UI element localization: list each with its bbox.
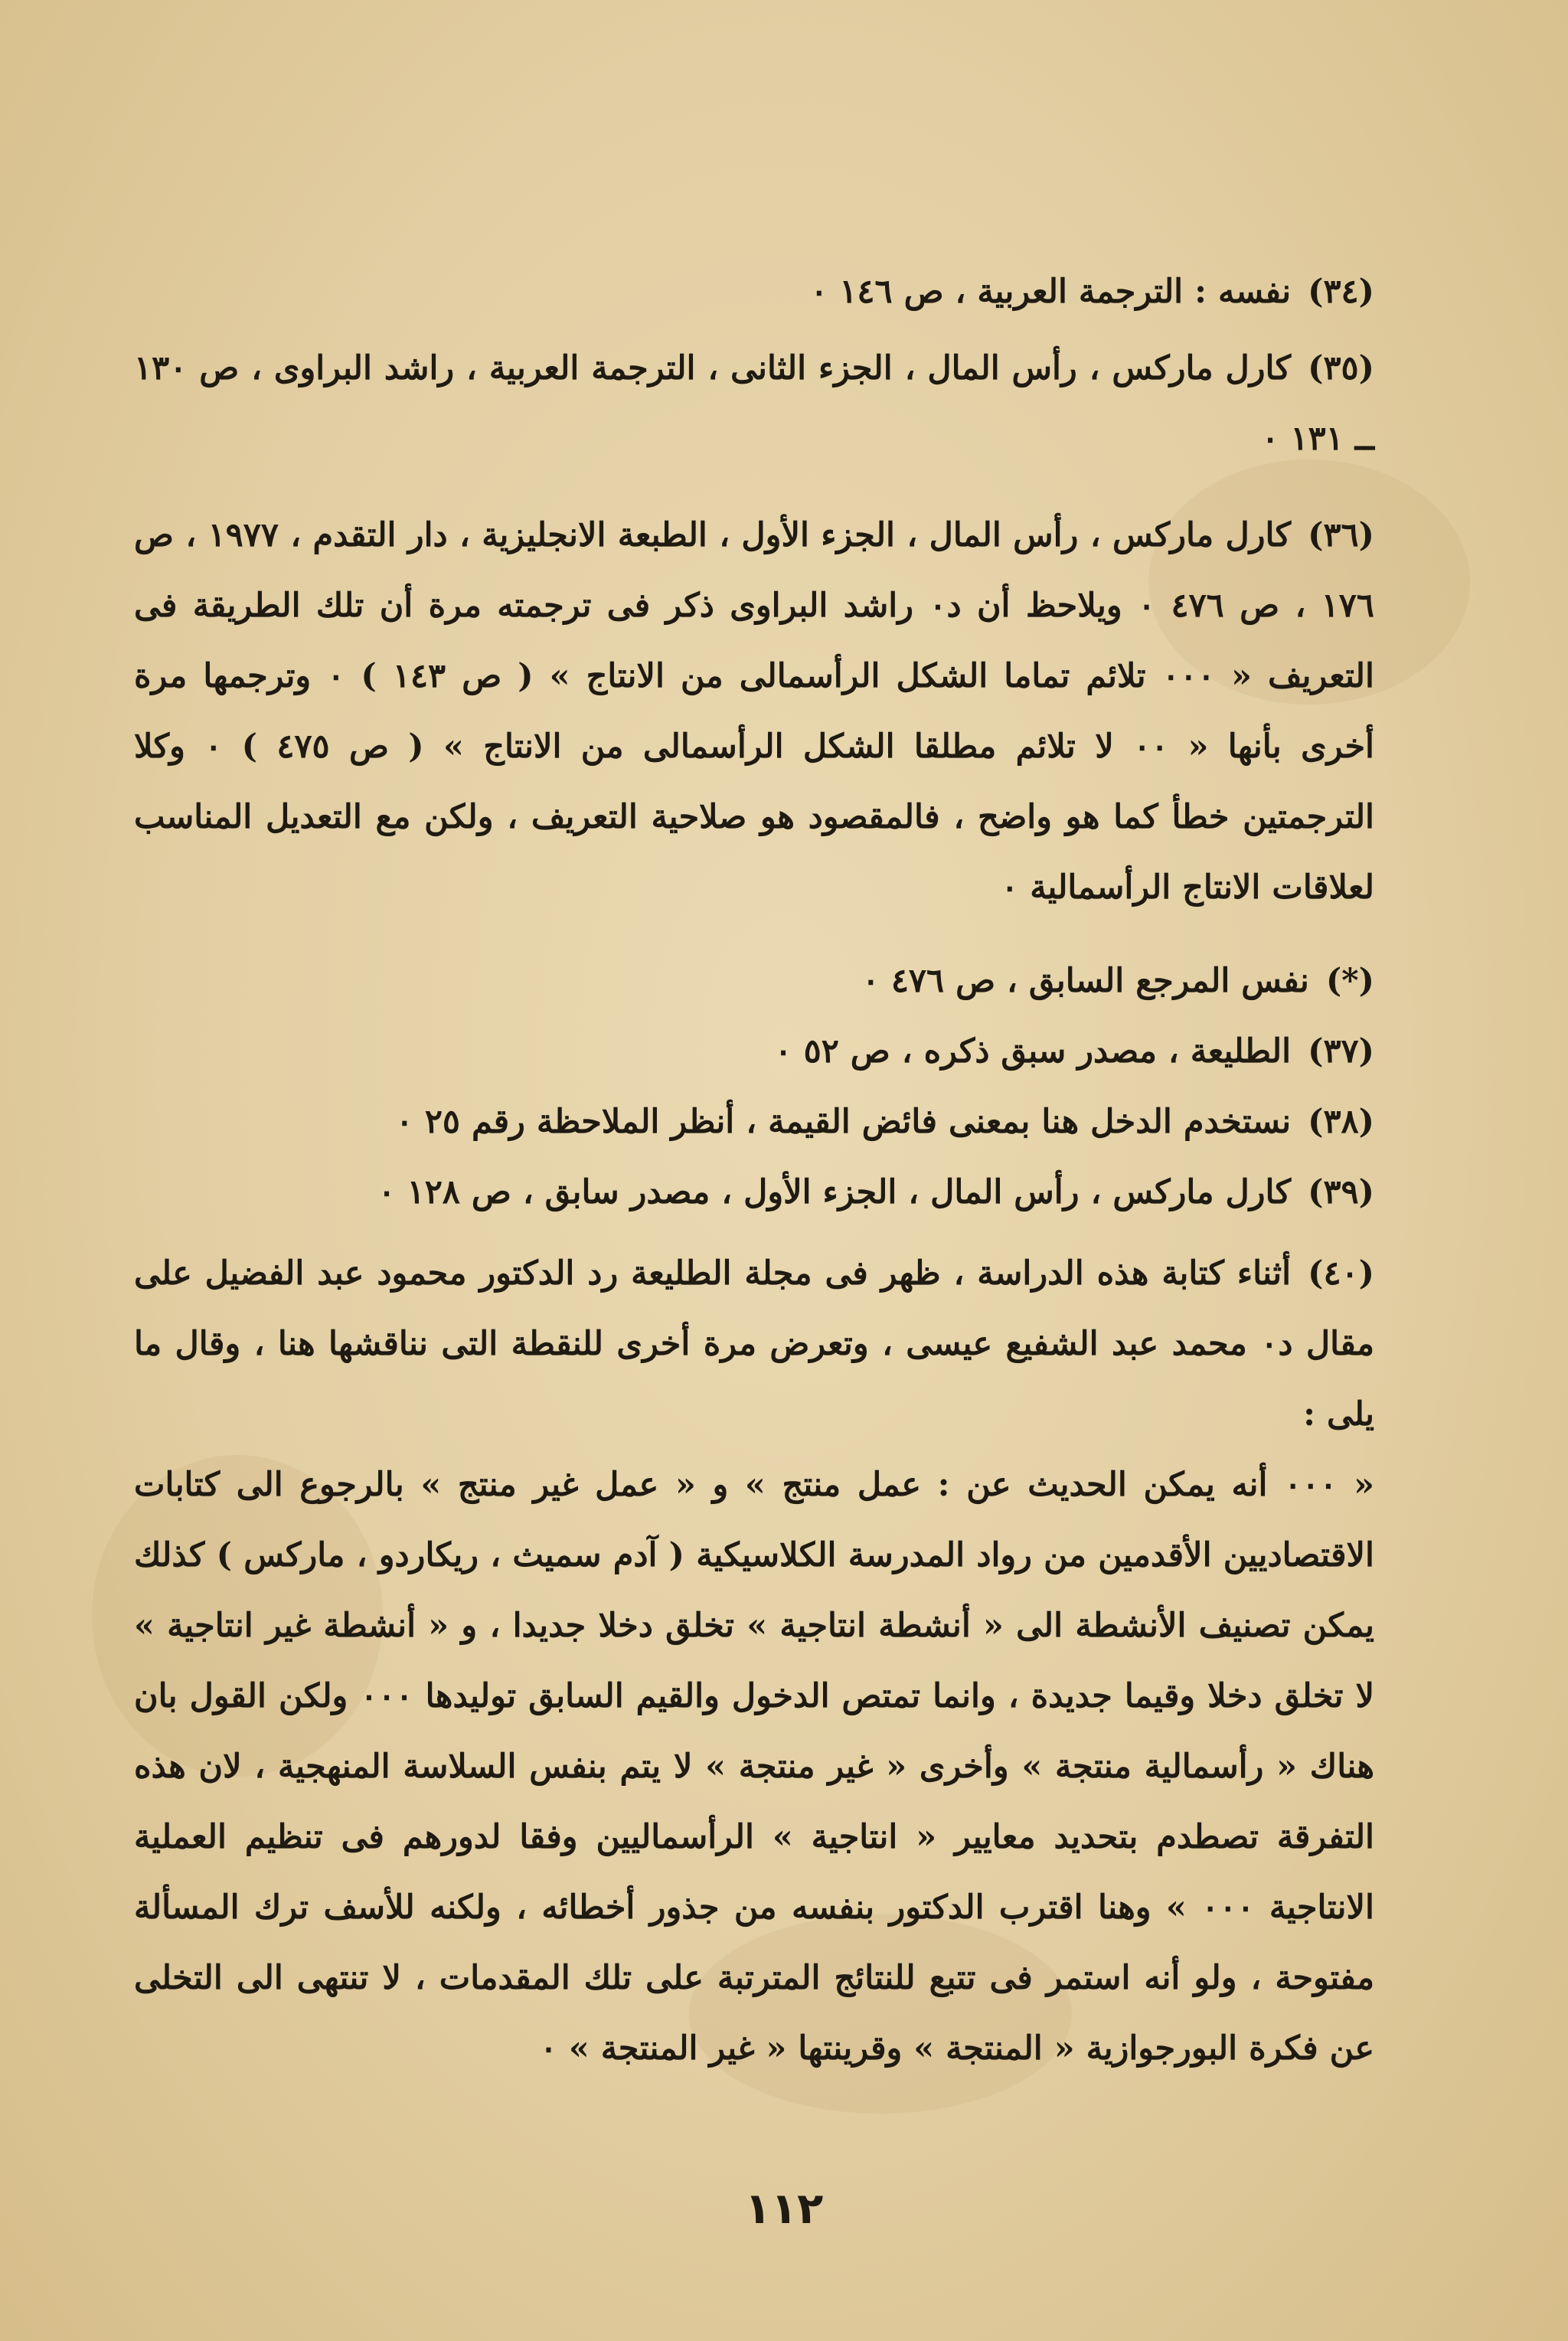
footnote-text: نستخدم الدخل هنا بمعنى فائض القيمة ، أنظر الملاحظة رقم ٢٥ ٠ xyxy=(395,1103,1292,1141)
footnote-number: (٣٨) xyxy=(1308,1103,1374,1141)
quoted-passage: « ٠٠٠ أنه يمكن الحديث عن : عمل منتج » و « عمل غير منتج » بالرجوع الى كتابات الاقتصاديين الأقدمين من رواد المدرسة الكلاسيكية ( آدم سميث ، ريكاردو ، ماركس ) كذلك يمكن تصنيف الأنشطة الى « أنشطة انتاجية » تخلق دخلا جديدا ، و « أنشطة غير انتاجية » لا تخلق دخلا وقيما جديدة ، وانما تمتص الدخول والقيم السابق توليدها ٠٠٠ ولكن القول بان هناك « رأسمالية منتجة » وأخرى « غير منتجة » لا يتم بنفس السلاسة المنهجية ، لان هذه التفرقة تصطدم بتحديد معايير « انتاجية » الرأسماليين وفقا لدورهم فى تنظيم العملية الانتاجية ٠٠٠ » وهنا اقترب الدكتور بنفسه من جذور أخطائه ، ولكنه للأسف ترك المسألة مفتوحة ، ولو أنه استمر فى تتبع للنتائج المترتبة على تلك المقدمات ، لا تنتهى الى التخلى عن فكرة البورجوازية « المنتجة » وقرينتها « غير المنتجة » ٠ xyxy=(134,1466,1374,2068)
footnote-text: الطليعة ، مصدر سبق ذكره ، ص ٥٢ ٠ xyxy=(774,1032,1292,1071)
footnote-star xyxy=(134,946,1374,1016)
footnote-35 xyxy=(134,333,1374,474)
footnote-number: (٣٤) xyxy=(1308,273,1374,311)
footnote-39 xyxy=(134,1157,1374,1228)
footnote-text: كارل ماركس ، رأس المال ، الجزء الثانى ، الترجمة العربية ، راشد البراوى ، ص ١٣٠ ــ ١٣١ ٠ xyxy=(134,349,1374,458)
footnote-text: كارل ماركس ، رأس المال ، الجزء الأول ، الطبعة الانجليزية ، دار التقدم ، ١٩٧٧ ، ص ١٧٦ ، ص ٤٧٦ ٠ ويلاحظ أن د٠ راشد البراوى ذكر فى ترجمته مرة أن تلك الطريقة فى التعريف « ٠٠٠ تلائم تماما الشكل الرأسمالى من الانتاج » ( ص ١٤٣ ) ٠ وترجمها مرة أخرى بأنها « ٠٠ لا تلائم مطلقا الشكل الرأسمالى من الانتاج » ( ص ٤٧٥ ) ٠ وكلا الترجمتين خطأ كما هو واضح ، فالمقصود هو صلاحية التعريف ، ولكن مع التعديل المناسب لعلاقات الانتاج الرأسمالية ٠ xyxy=(134,516,1375,907)
footnote-text: نفسه : الترجمة العربية ، ص ١٤٦ ٠ xyxy=(810,273,1292,311)
footnote-number: (٣٦) xyxy=(1308,516,1374,554)
footnote-number: (٣٥) xyxy=(1308,349,1374,387)
footnote-number: (٣٧) xyxy=(1308,1032,1374,1071)
footnote-36 xyxy=(134,500,1374,923)
footnote-number: (٣٩) xyxy=(1308,1173,1374,1211)
footnote-37 xyxy=(134,1016,1374,1087)
footnote-number: (*) xyxy=(1325,962,1374,1000)
footnote-text: نفس المرجع السابق ، ص ٤٧٦ ٠ xyxy=(861,962,1309,1000)
footnote-38 xyxy=(134,1087,1374,1157)
notes-block xyxy=(134,257,1374,2084)
footnote-text: أثناء كتابة هذه الدراسة ، ظهر فى مجلة الطليعة رد الدكتور محمود عبد الفضيل على مقال د٠ محمد عبد الشفيع عيسى ، وتعرض مرة أخرى للنقطة التى نناقشها هنا ، وقال ما يلى : xyxy=(134,1254,1374,1434)
footnote-text: كارل ماركس ، رأس المال ، الجزء الأول ، مصدر سابق ، ص ١٢٨ ٠ xyxy=(377,1173,1292,1211)
footnote-number: (٤٠) xyxy=(1308,1254,1374,1293)
page-number: ١١٢ xyxy=(744,2184,824,2234)
footnote-40 xyxy=(134,1238,1374,1450)
footnote-34 xyxy=(134,257,1374,327)
